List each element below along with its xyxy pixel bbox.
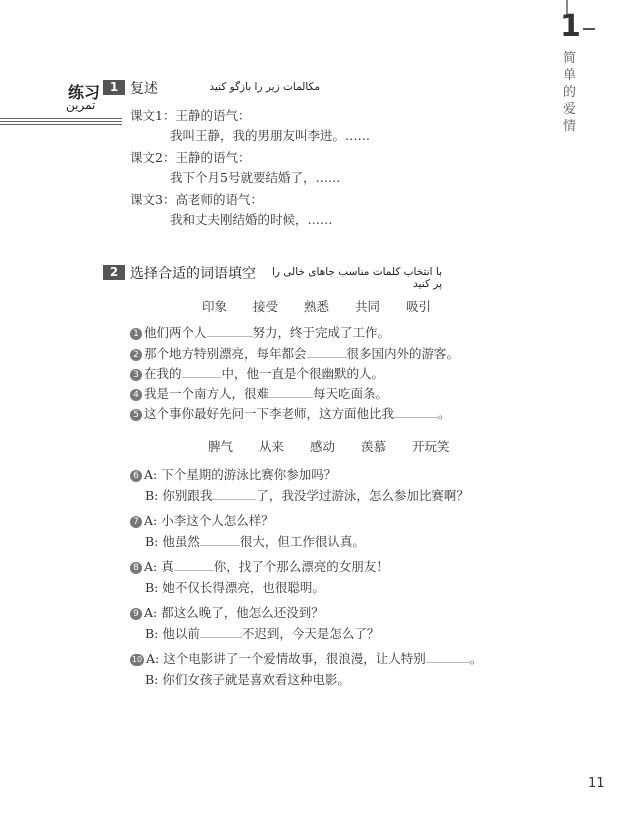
left-rules xyxy=(0,118,122,127)
s1-item2-label: 课文2：王静的语气： xyxy=(130,150,251,165)
question-7-a xyxy=(130,511,274,529)
s1-item2-text: 我下个月5号就要结婚了，…… xyxy=(170,170,341,185)
question-10-b xyxy=(145,670,350,688)
answer-blank[interactable] xyxy=(182,376,222,378)
word-bank-1 xyxy=(202,297,453,315)
question-number: 6 xyxy=(130,470,142,482)
s1-item1-label: 课文1：王静的语气： xyxy=(130,108,251,123)
word-bank-2-word: 感动 xyxy=(310,439,336,454)
answer-blank[interactable] xyxy=(307,356,347,358)
dialogue-b-before: B: 他以前 xyxy=(145,626,200,641)
question-text-after: 。 xyxy=(438,406,451,421)
question-number: 8 xyxy=(130,562,142,574)
question-text-after: 中，他一直是个很幽默的人。 xyxy=(221,366,385,381)
dialogue-b: B: 她不仅长得漂亮，也很聪明。 xyxy=(145,580,325,595)
dialogue-a: A: 都这么晚了，他怎么还没到？ xyxy=(144,605,324,620)
section1-title: 复述 xyxy=(130,81,158,97)
question-9-a xyxy=(130,603,324,621)
answer-blank[interactable] xyxy=(394,416,438,418)
question-text-before: 在我的 xyxy=(144,366,182,381)
dialogue-a-after: 你，找了个那么漂亮的女朋友！ xyxy=(213,559,389,574)
question-text-before: 他们两个人 xyxy=(144,325,207,340)
word-bank-2-word: 脾气 xyxy=(208,439,234,454)
question-number: 5 xyxy=(130,409,142,421)
section2-title: 选择合适的词语填空 xyxy=(130,266,256,282)
question-1 xyxy=(130,323,390,341)
dialogue-b-before: B: 你别跟我 xyxy=(145,488,213,503)
question-2 xyxy=(130,344,459,362)
question-number: 7 xyxy=(130,516,142,528)
dialogue-a-before: A: 这个电影讲了一个爱情故事，很浪漫，让人特别 xyxy=(146,651,426,666)
s1-item3-text: 我和丈夫刚结婚的时候，…… xyxy=(170,212,333,227)
chapter-number: 1 xyxy=(560,9,581,44)
exercise-label-fa: تمرین xyxy=(66,98,96,112)
question-number: 1 xyxy=(130,328,142,340)
word-bank-1-word: 接受 xyxy=(253,299,279,314)
section1-title-fa: مکالمات زیر را بازگو کنید xyxy=(209,81,320,93)
word-bank-2-word: 开玩笑 xyxy=(412,439,450,454)
dialogue-b-after: 了，我没学过游泳，怎么参加比赛啊？ xyxy=(256,488,469,503)
chapter-title: 简单的爱情 xyxy=(563,51,577,134)
section2-title-fa: با انتخاب کلمات مناسب جاهای خالی را پر کنید xyxy=(271,266,442,290)
question-8-a xyxy=(130,557,389,575)
question-number: 3 xyxy=(130,369,142,381)
word-bank-1-word: 共同 xyxy=(355,299,381,314)
question-text-before: 那个地方特别漂亮，每年都会 xyxy=(144,346,307,361)
answer-blank[interactable] xyxy=(200,544,240,546)
question-4 xyxy=(130,384,388,402)
question-text-before: 我是一个南方人，很难 xyxy=(144,386,270,401)
answer-blank[interactable] xyxy=(426,661,470,663)
word-bank-1-word: 熟悉 xyxy=(304,299,330,314)
s1-item3-label: 课文3：高老师的语气： xyxy=(130,192,263,207)
answer-blank[interactable] xyxy=(174,569,214,571)
question-3 xyxy=(130,364,384,382)
question-text-after: 每天吃面条。 xyxy=(313,386,389,401)
question-number: 2 xyxy=(130,349,142,361)
question-number: 9 xyxy=(130,608,142,620)
answer-blank[interactable] xyxy=(207,335,253,337)
word-bank-1-word: 印象 xyxy=(202,299,228,314)
word-bank-1-word: 吸引 xyxy=(406,299,432,314)
question-10-a xyxy=(130,649,482,667)
answer-blank[interactable] xyxy=(212,498,256,500)
question-7-b xyxy=(145,532,365,550)
dialogue-a: A: 小李这个人怎么样？ xyxy=(144,513,274,528)
word-bank-2 xyxy=(208,437,472,455)
dialogue-b-after: 很大，但工作很认真。 xyxy=(239,534,365,549)
question-8-b xyxy=(145,578,325,596)
dialogue-b-after: 不迟到，今天是怎么了？ xyxy=(241,626,380,641)
question-number: 10 xyxy=(131,655,143,664)
section1-badge: 1 xyxy=(103,80,125,95)
section2-badge: 2 xyxy=(103,265,125,280)
exercise-label: 练习 xyxy=(68,83,101,102)
dialogue-b: B: 你们女孩子就是喜欢看这种电影。 xyxy=(145,672,350,687)
answer-blank[interactable] xyxy=(200,636,242,638)
word-bank-2-word: 羡慕 xyxy=(361,439,387,454)
chapter-dash xyxy=(583,28,595,30)
s1-item1-text: 我叫王静，我的男朋友叫李进。…… xyxy=(170,128,371,143)
question-6-b xyxy=(145,486,469,504)
dialogue-a-after: 。 xyxy=(469,651,483,666)
question-number: 4 xyxy=(130,389,142,401)
dialogue-b-before: B: 他虽然 xyxy=(145,534,200,549)
word-bank-2-word: 从来 xyxy=(259,439,285,454)
question-text-after: 很多国内外的游客。 xyxy=(346,346,460,361)
dialogue-a-before: A: 真 xyxy=(144,559,174,574)
question-text-before: 这个事你最好先问一下李老师，这方面他比我 xyxy=(144,406,395,421)
question-6-a xyxy=(130,465,336,483)
dialogue-a: A: 下个星期的游泳比赛你参加吗？ xyxy=(144,467,337,482)
question-text-after: 努力，终于完成了工作。 xyxy=(252,325,391,340)
page-number: 11 xyxy=(588,776,605,791)
answer-blank[interactable] xyxy=(269,396,313,398)
question-5 xyxy=(130,404,451,422)
question-9-b xyxy=(145,624,379,642)
